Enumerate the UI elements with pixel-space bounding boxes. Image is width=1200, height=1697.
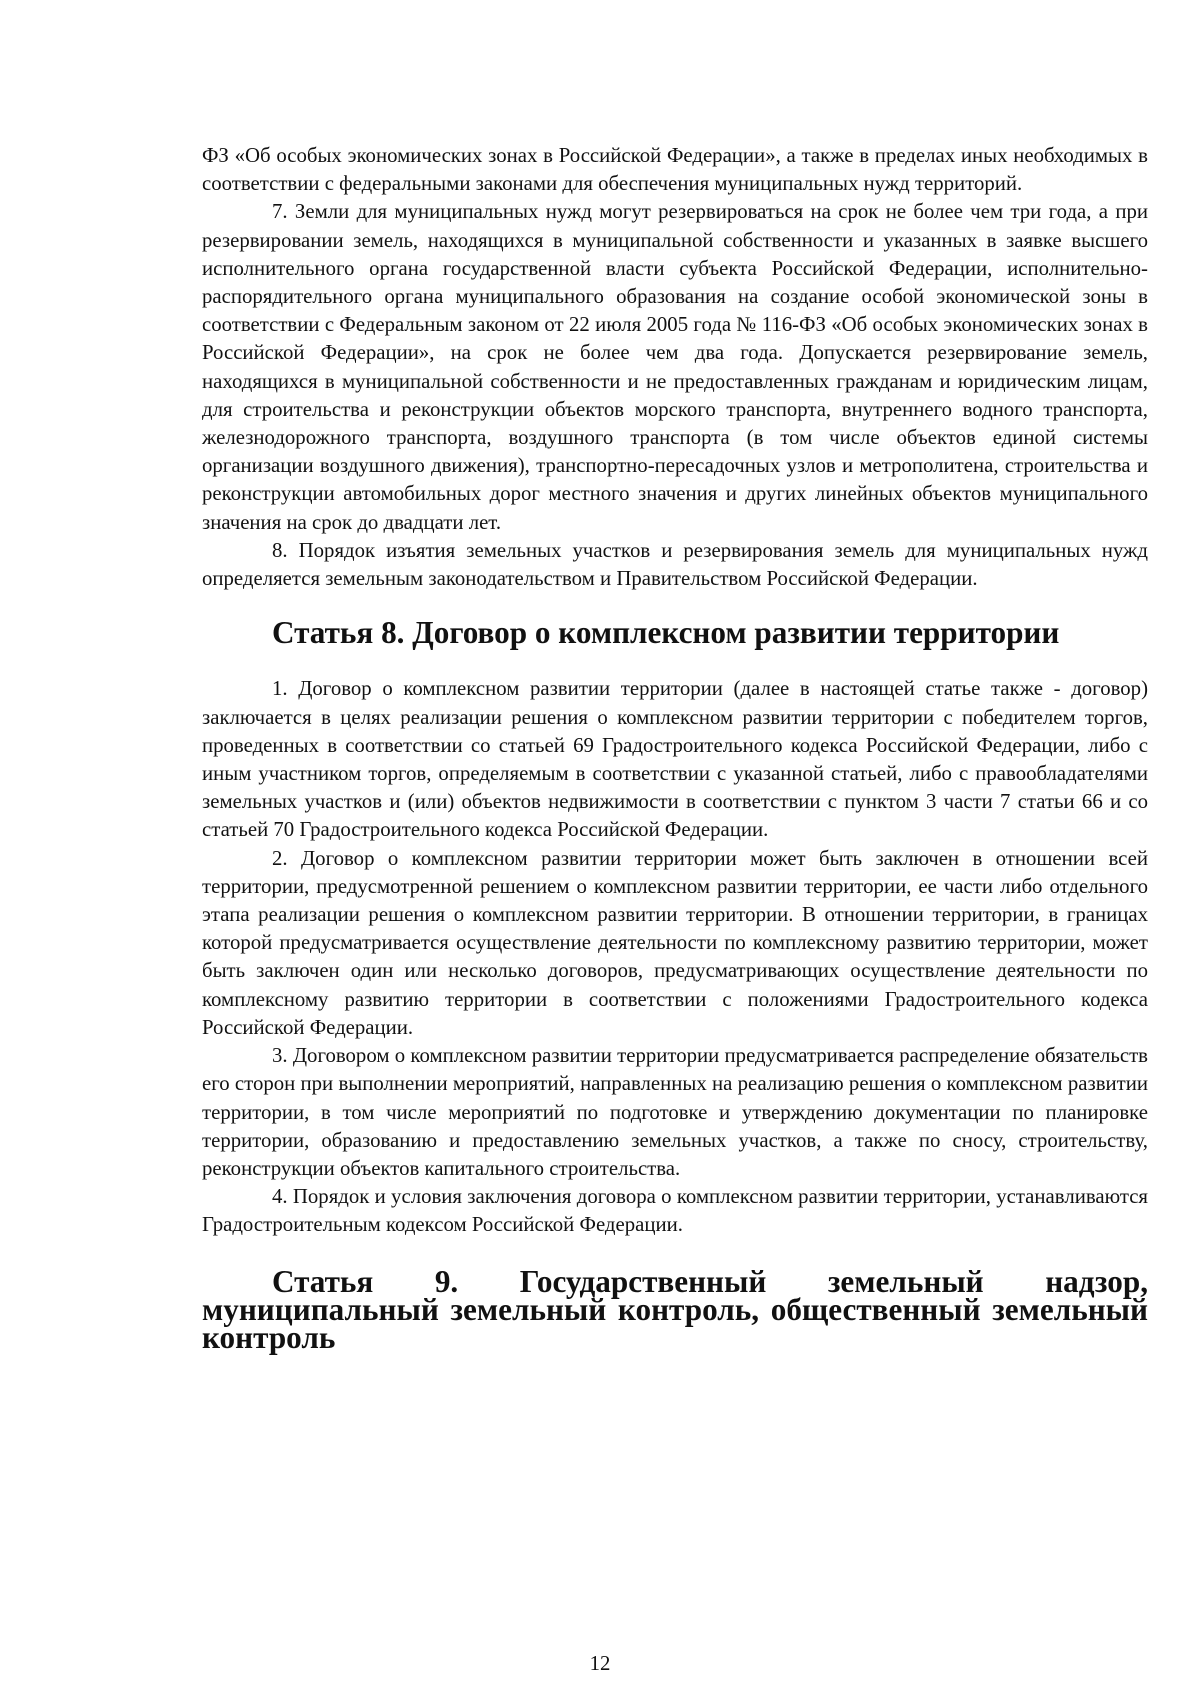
paragraph-item-8: 8. Порядок изъятия земельных участков и резервирования земель для муниципальных нужд определяется земельным законодательством и Правительством Российской Федерации. — [202, 538, 1148, 591]
article-8-heading: Статья 8. Договор о комплексном развитии территории — [272, 615, 1060, 651]
article-8-item-1: 1. Договор о комплексном развитии территории (далее в настоящей статье также - договор) заключается в целях реализации решения о комплексном развитии территории с победителем торгов, проведенных в соответствии со статьей 69 Градостроительного кодекса Российской Федерации, либо с иным участником торгов, определяемым в соответствии с указанной статьей, либо с правообладателями земельных участков и (или) объектов недвижимости в соответствии с пунктом 3 части 7 статьи 66 и со статьей 70 Градостроительного кодекса Российской Федерации. — [202, 677, 1148, 842]
page-number: 12 — [589, 1652, 611, 1675]
paragraph-continuation: ФЗ «Об особых экономических зонах в Российской Федерации», а также в пределах иных необходимых в соответствии с федеральными законами для обеспечения муниципальных нужд территорий. — [202, 144, 1148, 196]
paragraph-item-7: 7. Земли для муниципальных нужд могут резервироваться на срок не более чем три года, а при резервировании земель, находящихся в муниципальной собственности и указанных в заявке высшего исполнительного органа государственной власти субъекта Российской Федерации, исполнительно-распорядительного органа муниципального образования на создание особой экономической зоны в соответствии с Федеральным законом от 22 июля 2005 года № 116-ФЗ «Об особых экономических зонах в Российской Федерации», на срок не более чем два года. Допускается резервирование земель, находящихся в муниципальной собственности и не предоставленных гражданам и юридическим лицам, для строительства и реконструкции объектов морского транспорта, внутреннего водного транспорта, железнодорожного транспорта, воздушного транспорта (в том числе объектов единой системы организации воздушного движения), транспортно-пересадочных узлов и метрополитена, строительства и реконструкции автомобильных дорог местного значения и других линейных объектов муниципального значения на срок до двадцати лет. — [202, 200, 1148, 534]
document-page — [202, 142, 1148, 1355]
article-8-item-2: 2. Договор о комплексном развитии территории может быть заключен в отношении всей территории, предусмотренной решением о комплексном развитии территории, ее части либо отдельного этапа реализации решения о комплексном развитии территории. В отношении территории, в границах которой предусматривается осуществление деятельности по комплексному развитию территории, может быть заключен один или несколько договоров, предусматривающих осуществление деятельности по комплексному развитию территории в соответствии с положениями Градостроительного кодекса Российской Федерации. — [202, 846, 1148, 1039]
article-8-item-4: 4. Порядок и условия заключения договора о комплексном развитии территории, устанавливаются Градостроительным кодексом Российской Федерации. — [202, 1185, 1148, 1237]
article-8-item-3: 3. Договором о комплексном развитии территории предусматривается распределение обязательств его сторон при выполнении мероприятий, направленных на реализацию решения о комплексном развитии территории, в том числе мероприятий по подготовке и утверждению документации по планировке территории, образованию и предоставлению земельных участков, а также по сносу, строительству, реконструкции объектов капитального строительства. — [202, 1044, 1148, 1180]
article-9-heading: Статья 9. Государственный земельный надзор, муниципальный земельный контроль, общественный земельный контроль — [202, 1263, 1148, 1355]
